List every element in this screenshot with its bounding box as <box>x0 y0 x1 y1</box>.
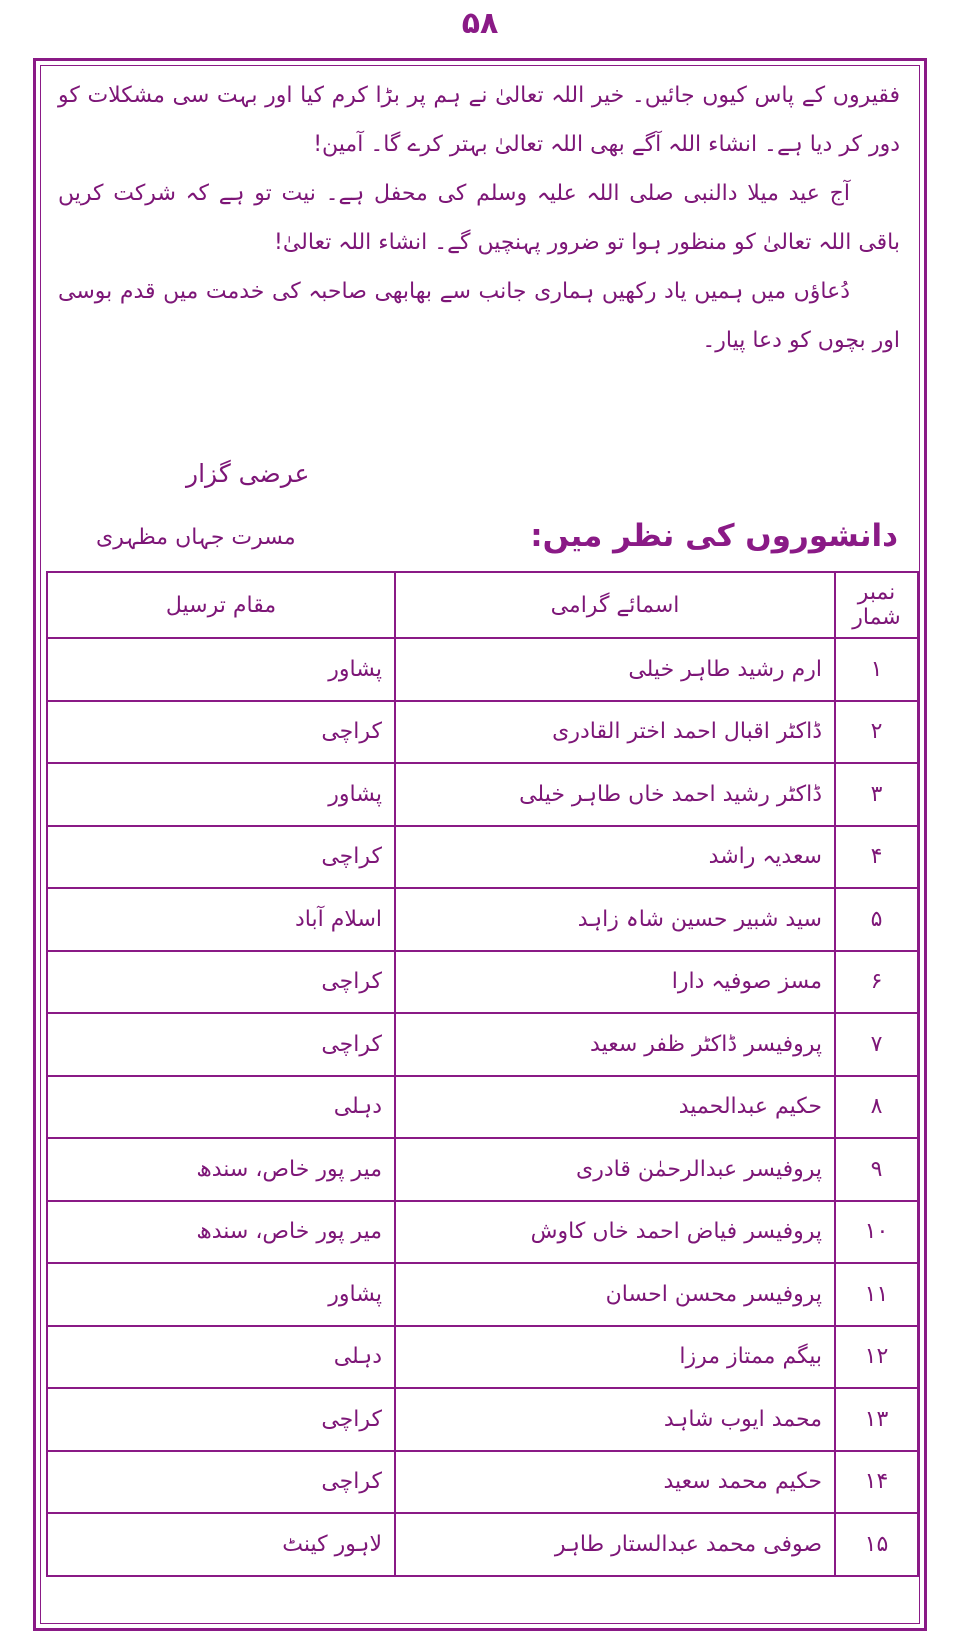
table-row <box>47 1513 918 1576</box>
table-row <box>47 951 918 1014</box>
row-number: ۱۵ <box>835 1513 918 1576</box>
table-row <box>47 701 918 764</box>
header-place: مقام ترسیل <box>47 572 395 638</box>
letter-signoff: عرضی گزار <box>186 459 310 488</box>
row-name: حکیم عبدالحمید <box>395 1076 835 1139</box>
letter-body <box>58 71 900 365</box>
row-place: لاہور کینٹ <box>47 1513 395 1576</box>
row-name: حکیم محمد سعید <box>395 1451 835 1514</box>
letter-signer: مسرت جہاں مظہری <box>96 525 296 550</box>
names-table <box>46 571 919 1577</box>
row-number: ۱۴ <box>835 1451 918 1514</box>
row-name: مسز صوفیہ دارا <box>395 951 835 1014</box>
row-place: میر پور خاص، سندھ <box>47 1138 395 1201</box>
row-number: ۱ <box>835 638 918 701</box>
header-number: نمبر شمار <box>835 572 918 638</box>
row-number: ۱۱ <box>835 1263 918 1326</box>
row-name: ارم رشید طاہر خیلی <box>395 638 835 701</box>
table-row <box>47 638 918 701</box>
row-place: کراچی <box>47 826 395 889</box>
table-row <box>47 763 918 826</box>
row-number: ۹ <box>835 1138 918 1201</box>
letter-paragraph-2: آج عید میلا دالنبی صلی اللہ علیہ وسلم کی محفل ہے۔ نیت تو ہے کہ شرکت کریں باقی اللہ تعالیٰ کو منظور ہوا تو ضرور پہنچیں گے۔ انشاء اللہ تعالیٰ! <box>58 181 900 255</box>
row-name: ڈاکٹر اقبال احمد اختر القادری <box>395 701 835 764</box>
row-place: میر پور خاص، سندھ <box>47 1201 395 1264</box>
table-row <box>47 826 918 889</box>
header-name: اسمائے گرامی <box>395 572 835 638</box>
row-place: کراچی <box>47 1388 395 1451</box>
row-place: پشاور <box>47 638 395 701</box>
section-title: دانشوروں کی نظر میں: <box>530 518 898 554</box>
row-number: ۱۳ <box>835 1388 918 1451</box>
row-place: کراچی <box>47 951 395 1014</box>
page-number: ۵۸ <box>461 6 499 41</box>
row-place: پشاور <box>47 763 395 826</box>
table-row <box>47 1201 918 1264</box>
row-place: کراچی <box>47 701 395 764</box>
row-place: اسلام آباد <box>47 888 395 951</box>
row-name: بیگم ممتاز مرزا <box>395 1326 835 1389</box>
row-name: پروفیسر ڈاکٹر ظفر سعید <box>395 1013 835 1076</box>
table-header-row <box>47 572 918 638</box>
row-number: ۶ <box>835 951 918 1014</box>
table-row <box>47 1451 918 1514</box>
row-number: ۱۲ <box>835 1326 918 1389</box>
table-row <box>47 1076 918 1139</box>
table-row <box>47 1326 918 1389</box>
row-name: پروفیسر عبدالرحمٰن قادری <box>395 1138 835 1201</box>
letter-paragraph-3: دُعاؤں میں ہمیں یاد رکھیں ہماری جانب سے بھابھی صاحبہ کی خدمت میں قدم بوسی اور بچوں کو دعا پیار۔ <box>58 279 900 353</box>
row-place: کراچی <box>47 1451 395 1514</box>
row-name: ڈاکٹر رشید احمد خاں طاہر خیلی <box>395 763 835 826</box>
row-number: ۳ <box>835 763 918 826</box>
row-place: دہلی <box>47 1076 395 1139</box>
row-place: پشاور <box>47 1263 395 1326</box>
row-name: سید شبیر حسین شاہ زاہد <box>395 888 835 951</box>
row-number: ۷ <box>835 1013 918 1076</box>
table-row <box>47 1013 918 1076</box>
row-number: ۴ <box>835 826 918 889</box>
row-number: ۵ <box>835 888 918 951</box>
page-frame <box>33 58 927 1631</box>
table-row <box>47 1138 918 1201</box>
letter-paragraph-1: فقیروں کے پاس کیوں جائیں۔ خیر اللہ تعالیٰ نے ہم پر بڑا کرم کیا اور بہت سی مشکلات کو دور کر دیا ہے۔ انشاء اللہ آگے بھی اللہ تعالیٰ بہتر کرے گا۔ آمین! <box>58 83 900 157</box>
row-name: پروفیسر محسن احسان <box>395 1263 835 1326</box>
table-row <box>47 888 918 951</box>
row-number: ۱۰ <box>835 1201 918 1264</box>
row-name: محمد ایوب شاہد <box>395 1388 835 1451</box>
row-place: دہلی <box>47 1326 395 1389</box>
row-number: ۲ <box>835 701 918 764</box>
row-number: ۸ <box>835 1076 918 1139</box>
row-place: کراچی <box>47 1013 395 1076</box>
row-name: صوفی محمد عبدالستار طاہر <box>395 1513 835 1576</box>
table-row <box>47 1263 918 1326</box>
table-row <box>47 1388 918 1451</box>
row-name: پروفیسر فیاض احمد خاں کاوش <box>395 1201 835 1264</box>
row-name: سعدیہ راشد <box>395 826 835 889</box>
